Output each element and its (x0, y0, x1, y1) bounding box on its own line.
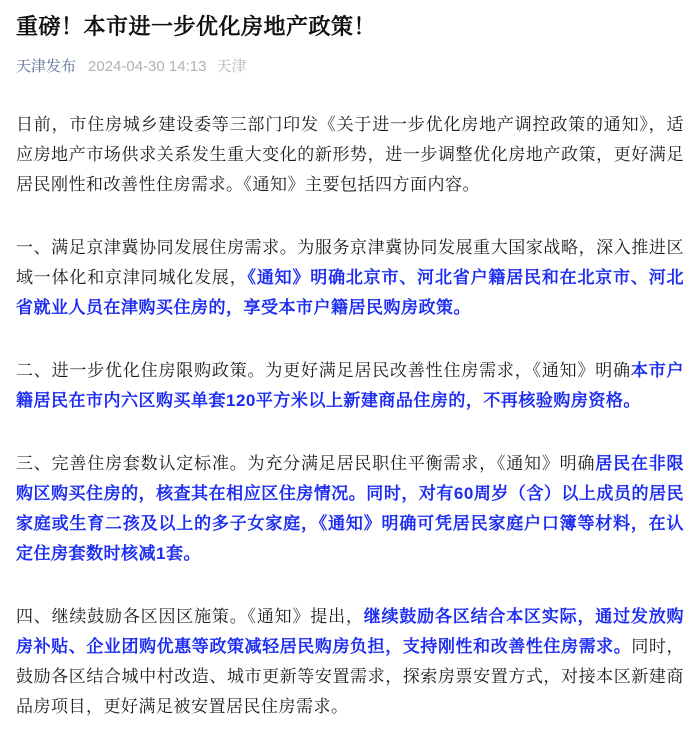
page-title: 重磅！本市进一步优化房地产政策！ (16, 14, 377, 39)
highlighted-text-segment: 《通知》明确北京市、河北省户籍居民和在北京市、河北省就业人员在津购买住房的，享受本市户籍居民购房政策。 (16, 268, 685, 317)
text-segment: 三、完善住房套数认定标准。为充分满足居民职住平衡需求，《通知》明确 (16, 454, 596, 473)
paragraph-section-3 (16, 449, 684, 569)
text-segment: 一、满足京津冀协同发展住房需求。为服务京津冀协同发展重大国家战略，深入推进区域一体化和京津同城化发展， (16, 238, 684, 287)
article-body (16, 110, 684, 722)
text-segment: 二、进一步优化住房限购政策。为更好满足居民改善性住房需求，《通知》明确 (16, 361, 631, 380)
byline (16, 56, 684, 77)
text-segment: 同时，鼓励各区结合城中村改造、城市更新等安置需求，探索房票安置方式，对接本区新建商品房项目，更好满足被安置居民住房需求。 (16, 637, 685, 716)
paragraph-intro (16, 110, 684, 200)
highlighted-text-segment: 继续鼓励各区结合本区实际，通过发放购房补贴、企业团购优惠等政策减轻居民购房负担，支持刚性和改善性住房需求。 (16, 607, 685, 656)
paragraph-section-4 (16, 602, 684, 722)
highlighted-text-segment: 居民在非限购区购买住房的，核查其在相应区住房情况。同时，对有60周岁（含）以上成员的居民家庭或生育二孩及以上的多子女家庭，《通知》明确可凭居民家庭户口簿等材料，在认定住房套数时核减1套。 (16, 454, 685, 563)
text-segment: 四、继续鼓励各区因区施策。《通知》提出， (16, 607, 364, 626)
highlighted-text-segment: 本市户籍居民在市内六区购买单套120平方米以上新建商品住房的，不再核验购房资格。 (16, 361, 685, 410)
paragraph-section-1 (16, 233, 684, 323)
publish-timestamp: 2024-04-30 14:13 (88, 58, 207, 75)
publish-location: 天津 (216, 58, 247, 75)
paragraph-section-2 (16, 356, 684, 416)
account-name-link[interactable]: 天津发布 (16, 58, 77, 75)
text-segment: 日前，市住房城乡建设委等三部门印发《关于进一步优化房地产调控政策的通知》，适应房地产市场供求关系发生重大变化的新形势，进一步调整优化房地产政策，更好满足居民刚性和改善性住房需求。《通知》主要包括四方面内容。 (16, 115, 684, 194)
